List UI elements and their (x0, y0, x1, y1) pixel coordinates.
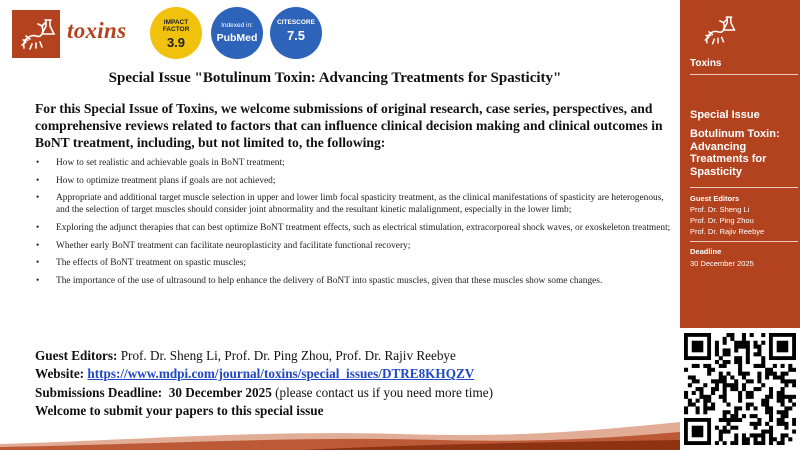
list-item (36, 275, 676, 287)
guest-editors-line (35, 347, 645, 365)
list-item (36, 257, 676, 269)
website-link[interactable]: https://www.mdpi.com/journal/toxins/special_issues/DTRE8KHQZV (87, 366, 475, 382)
website-label: Website: (35, 366, 85, 382)
sidebar-divider (690, 74, 798, 75)
sidebar-deadline-date: 30 December 2025 (690, 259, 754, 268)
list-item-text: The effects of BoNT treatment on spastic muscles; (56, 258, 246, 269)
welcome-message: Welcome to submit your papers to this special issue (35, 402, 324, 418)
intro-paragraph: For this Special Issue of Toxins, we welcome submissions of original research, case series, perspectives, and comprehensive reviews related to factors that can influence clinical decision making and clinical outcomes in BoNT treatment, including, but not limited to, the following: (35, 101, 663, 151)
sidebar-guest-editors-label: Guest Editors (690, 194, 740, 203)
list-item (36, 222, 676, 234)
badge-value: 3.9 (166, 35, 186, 50)
sidebar-editor: Prof. Dr. Sheng Li (690, 205, 750, 214)
badge-label: CITESCORE (277, 19, 315, 26)
list-item-text: Exploring the adjunct therapies that can best optimize BoNT treatment effects, such as electrical stimulation, extracorporeal shock waves, or exoskeleton treatment; (56, 222, 671, 233)
list-item (36, 240, 676, 252)
bullet-icon: • (36, 175, 40, 186)
sidebar (680, 0, 800, 328)
badge-value: 7.5 (286, 28, 306, 43)
badge-label: IMPACT FACTOR (162, 19, 190, 33)
qr-code[interactable] (684, 333, 796, 445)
deadline-colon: : (157, 384, 169, 400)
pubmed-badge[interactable] (211, 7, 263, 59)
citescore-badge[interactable] (270, 7, 322, 59)
toxins-logo-icon (12, 10, 60, 58)
list-item-text: The importance of the use of ultrasound to help enhance the delivery of BoNT into spastic muscles, given that these muscles show some changes. (56, 275, 603, 286)
journal-name: toxins (67, 18, 127, 43)
wave-graphic (0, 400, 680, 450)
list-item (36, 192, 676, 216)
list-item-text: Appropriate and additional target muscle selection in upper and lower limb focal spasticity treatment, as the clinical manifestations of spasticity are heterogenous, and the selection of target muscles should consider joint abnormality and the resultant kinetic malalignment, especially in the lower limb; (56, 193, 664, 216)
sidebar-logo-icon (696, 8, 740, 52)
guest-editors-names: Prof. Dr. Sheng Li, Prof. Dr. Ping Zhou, Prof. Dr. Rajiv Reebye (120, 348, 456, 363)
bullet-icon: • (36, 240, 40, 251)
sidebar-journal-name: Toxins (690, 58, 722, 69)
badge-label: Indexed in: (221, 22, 253, 29)
list-item-text: Whether early BoNT treatment can facilitate neuroplasticity and facilitate functional recovery; (56, 240, 411, 251)
sidebar-divider (690, 241, 798, 242)
sidebar-editors (690, 205, 764, 237)
special-issue-title: Special Issue "Botulinum Toxin: Advancing Treatments for Spasticity" (108, 70, 562, 86)
topic-list (36, 157, 676, 292)
list-item (36, 175, 676, 187)
deadline-date: 30 December 2025 (168, 384, 272, 400)
deadline-note: (please contact us if you need more time) (275, 384, 493, 400)
bullet-icon: • (36, 193, 40, 204)
sidebar-divider (690, 187, 798, 188)
list-item-text: How to set realistic and achievable goals in BoNT treatment; (56, 158, 285, 168)
list-item-text: How to optimize treatment plans if goals are not achieved; (56, 175, 276, 186)
scorpion-flask-icon (696, 8, 740, 52)
decorative-wave (0, 400, 680, 450)
bullet-icon: • (36, 275, 40, 286)
list-item (36, 157, 676, 169)
impact-factor-badge[interactable] (150, 7, 202, 59)
bullet-icon: • (36, 222, 40, 233)
scorpion-flask-icon (12, 10, 60, 58)
deadline-label: Submissions Deadline (35, 384, 158, 400)
qr-code-graphic (684, 333, 796, 445)
sidebar-editor: Prof. Dr. Ping Zhou (690, 215, 754, 225)
sidebar-topic: Botulinum Toxin: Advancing Treatments for Spasticity (690, 128, 780, 178)
sidebar-editor: Prof. Dr. Rajiv Reebye (690, 226, 765, 236)
guest-editors-label: Guest Editors: (35, 348, 118, 363)
bullet-icon: • (36, 258, 40, 269)
website-line (35, 365, 645, 383)
sidebar-special-issue-label: Special Issue (690, 109, 760, 121)
sidebar-deadline-label: Deadline (690, 247, 722, 256)
badge-value: PubMed (216, 32, 258, 44)
bullet-icon: • (36, 158, 40, 168)
